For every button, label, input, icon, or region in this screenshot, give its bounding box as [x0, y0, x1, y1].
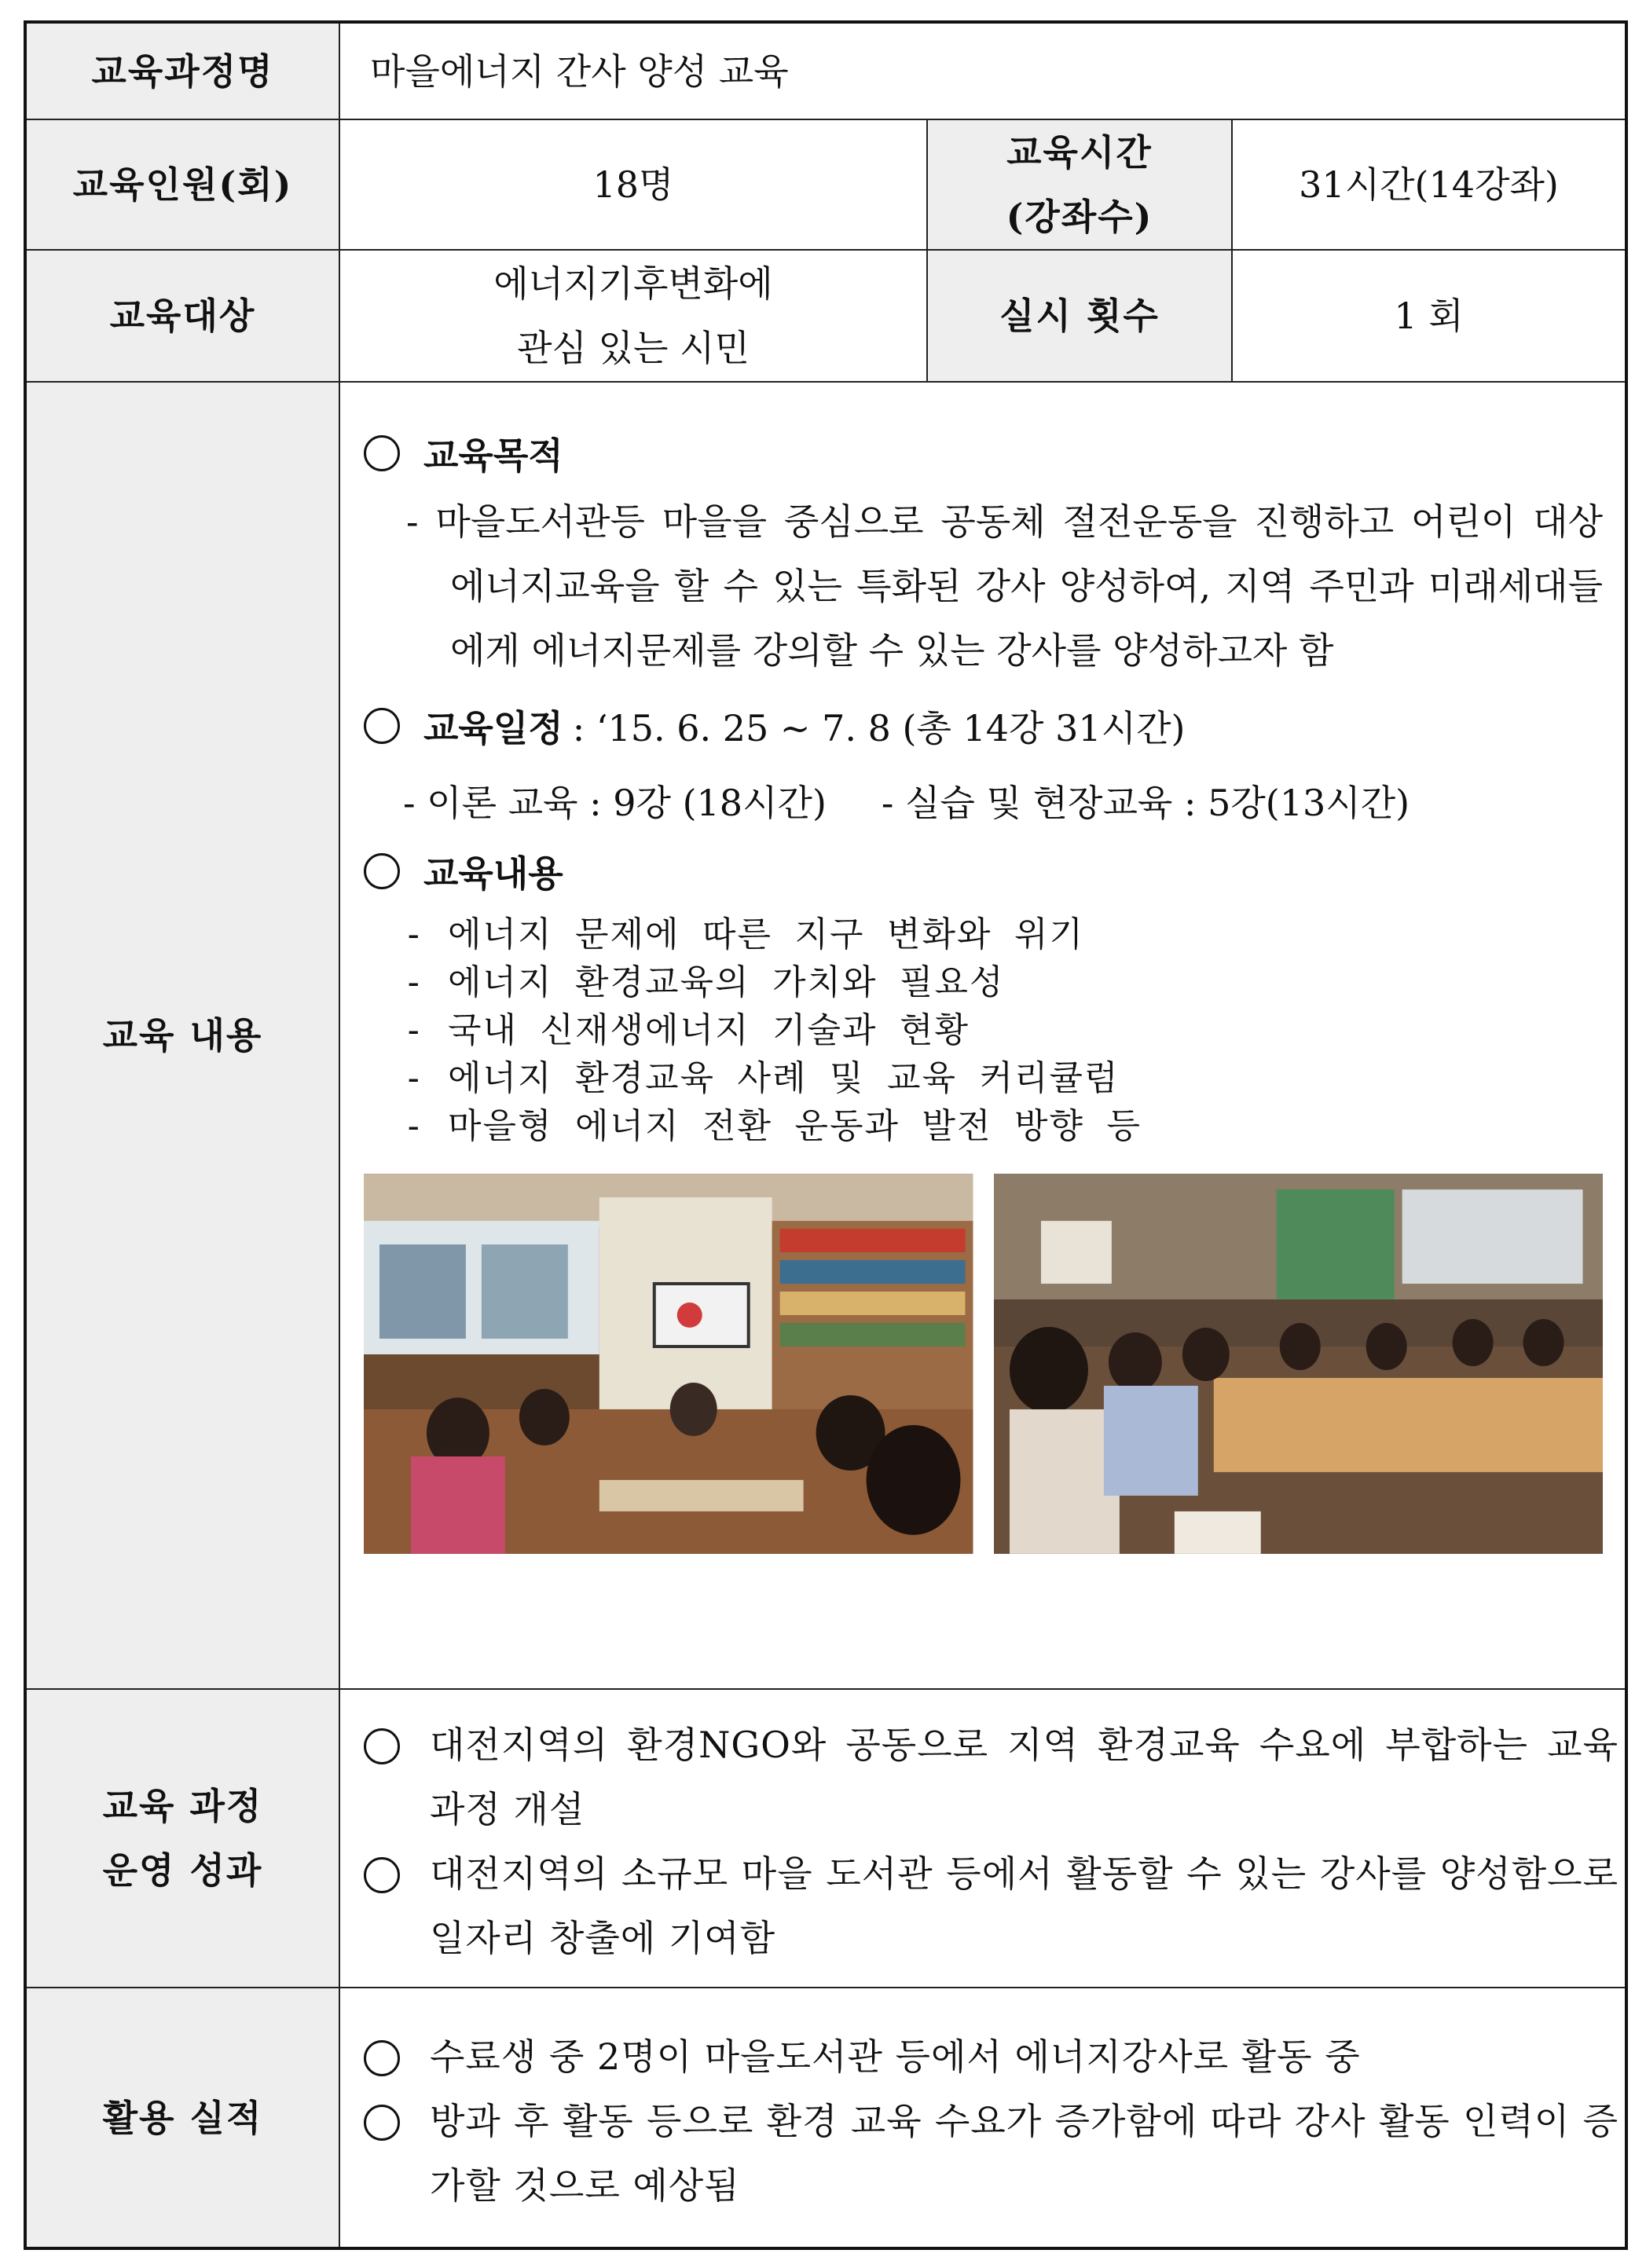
- topic-item: - 마을형 에너지 전환 운동과 발전 방향 등: [403, 1106, 1142, 1146]
- target-label: 교육대상: [25, 250, 339, 382]
- photo-row: [364, 1174, 1603, 1554]
- results-label-line2: 운영 성과: [102, 1849, 263, 1892]
- hours-value: 31시간(14강좌): [1232, 119, 1626, 250]
- topic-item: - 에너지 문제에 따른 지구 변화와 위기: [403, 914, 1084, 954]
- usage-text: 방과 후 활동 등으로 환경 교육 수요가 증가함에 따라 강사 활동 인력이 증가할 것으로 예상됨: [430, 2099, 1619, 2207]
- topic-item: - 에너지 환경교육 사례 및 교육 커리큘럼: [403, 1058, 1120, 1098]
- schedule-value: : ‘15. 6. 25 ~ 7. 8 (총 14강 31시간): [572, 707, 1186, 749]
- target-value: [339, 250, 927, 382]
- circle-bullet-icon: [364, 1728, 400, 1764]
- results-row: [25, 1689, 1626, 1988]
- circle-bullet-icon: [364, 708, 400, 744]
- classroom-photo-1: [364, 1174, 973, 1554]
- usage-row: [25, 1988, 1626, 2248]
- hours-label-line1: 교육시간: [1006, 131, 1153, 174]
- usage-label: 활용 실적: [25, 1988, 339, 2248]
- schedule-title: 교육일정: [423, 707, 563, 749]
- content-cell: [339, 382, 1626, 1689]
- result-item: [364, 1841, 1619, 1970]
- circle-bullet-icon: [364, 435, 400, 471]
- schedule-theory: - 이론 교육 : 9강 (18시간): [403, 782, 827, 824]
- results-label: [25, 1689, 339, 1988]
- sessions-value: 1 회: [1232, 250, 1626, 382]
- result-text: 대전지역의 소규모 마을 도서관 등에서 활동할 수 있는 강사를 양성함으로 일자리 창출에 기여함: [430, 1852, 1619, 1959]
- circle-bullet-icon: [364, 1857, 400, 1893]
- sessions-label: 실시 횟수: [927, 250, 1232, 382]
- topics-title: 교육내용: [423, 852, 563, 895]
- classroom-photo-2: [994, 1174, 1604, 1554]
- topic-item: - 국내 신재생에너지 기술과 현황: [403, 1010, 970, 1050]
- results-cell: [339, 1689, 1626, 1988]
- purpose-heading: [364, 422, 1603, 485]
- topics-list: [364, 910, 1603, 1150]
- usage-text: 수료생 중 2명이 마을도서관 등에서 에너지강사로 활동 중: [430, 2035, 1361, 2078]
- course-name-value: 마을에너지 간사 양성 교육: [339, 22, 1626, 119]
- circle-bullet-icon: [364, 853, 400, 889]
- hours-label: [927, 119, 1232, 250]
- schedule-breakdown: [364, 764, 1603, 837]
- circle-bullet-icon: [364, 2105, 400, 2141]
- participants-label: 교육인원(회): [25, 119, 339, 250]
- hours-label-line2: (강좌수): [1006, 196, 1153, 238]
- schedule-heading: [364, 692, 1603, 760]
- course-report-table: [24, 20, 1628, 2250]
- purpose-text: - 마을도서관등 마을을 중심으로 공동체 절전운동을 진행하고 어린이 대상 에너지교육을 할 수 있는 특화된 강사 양성하여, 지역 주민과 미래세대들에게 에너지문제를 강의할 수 있는 강사를 양성하고자 함: [406, 500, 1604, 672]
- circle-bullet-icon: [364, 2040, 400, 2076]
- target-value-line1: 에너지기후변화에: [493, 262, 773, 305]
- course-name-row: [25, 22, 1626, 119]
- purpose-title: 교육목적: [423, 434, 563, 477]
- course-name-label: 교육과정명: [25, 22, 339, 119]
- target-row: [25, 250, 1626, 382]
- participants-value: 18명: [339, 119, 927, 250]
- topic-item: - 에너지 환경교육의 가치와 필요성: [403, 962, 1005, 1002]
- content-label: 교육 내용: [25, 382, 339, 1689]
- schedule-practice: - 실습 및 현장교육 : 5강(13시간): [881, 782, 1410, 824]
- usage-item: [364, 2089, 1619, 2218]
- result-item: [364, 1713, 1619, 1841]
- topics-heading: [364, 840, 1603, 903]
- results-label-line1: 교육 과정: [102, 1785, 263, 1827]
- content-row: [25, 382, 1626, 1689]
- target-value-line2: 관심 있는 시민: [517, 327, 750, 369]
- usage-cell: [339, 1988, 1626, 2248]
- result-text: 대전지역의 환경NGO와 공동으로 지역 환경교육 수요에 부합하는 교육 과정 개설: [430, 1724, 1619, 1830]
- participants-row: [25, 119, 1626, 250]
- usage-item: [364, 2024, 1619, 2089]
